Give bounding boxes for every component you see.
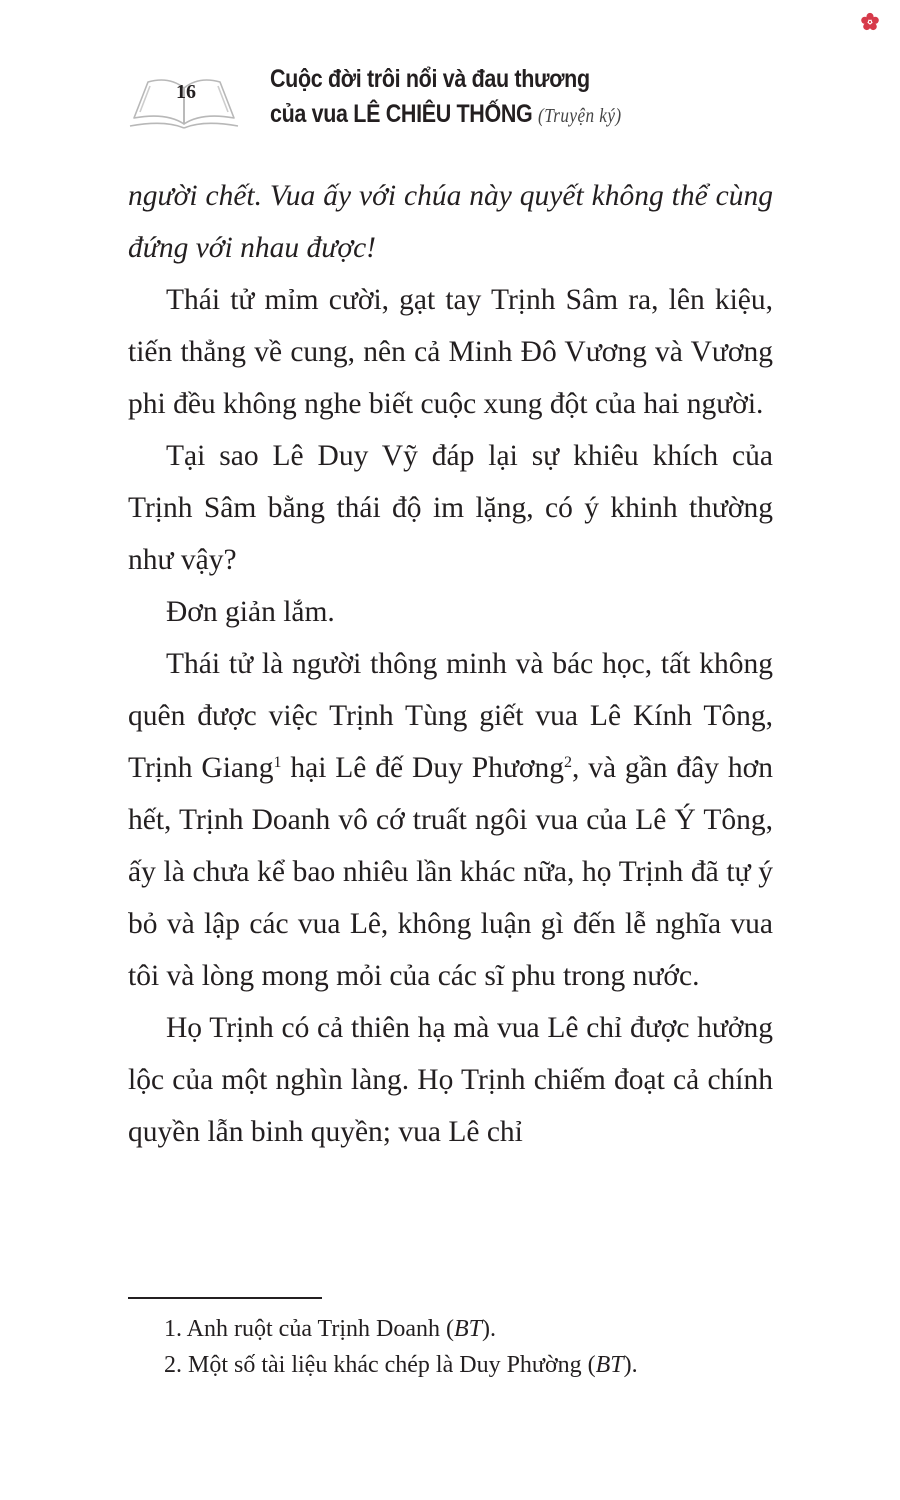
page-number: 16 [176, 81, 196, 103]
paragraph-continued-quote: người chết. Vua ấy với chúa này quyết không thể cùng đứng với nhau được! [128, 180, 773, 264]
footnote-ref-2: 2 [563, 754, 572, 771]
footnote-text: 2. Một số tài liệu khác chép là Duy Phường ( [164, 1352, 596, 1378]
page-body [128, 170, 773, 1158]
paragraph: Tại sao Lê Duy Vỹ đáp lại sự khiêu khích của Trịnh Sâm bằng thái độ im lặng, có ý khinh thường như vậy? [128, 440, 773, 576]
paragraph: Đơn giản lắm. [166, 596, 335, 628]
paragraph-text: , và gần đây hơn hết, Trịnh Doanh vô cớ truất ngôi vua của Lê Ý Tông, ấy là chưa kể bao nhiêu lần khác nữa, họ Trịnh đã tự ý bỏ và lập các vua Lê, không luận gì đến lễ nghĩa vua tôi và lòng mong mỏi của các sĩ phu trong nước. [128, 752, 773, 992]
footnotes [164, 1311, 764, 1383]
footnote-1 [164, 1311, 764, 1347]
footnote-ref-1: 1 [273, 754, 282, 771]
footnote-abbr: BT [454, 1316, 483, 1342]
book-title [270, 62, 622, 134]
book-title-line-1: Cuộc đời trôi nổi và đau thương [270, 65, 590, 93]
paragraph: Thái tử mỉm cười, gạt tay Trịnh Sâm ra, lên kiệu, tiến thẳng về cung, nên cả Minh Đô Vương và Vương phi đều không nghe biết cuộc xung đột của hai người. [128, 284, 773, 420]
footnote-end: ). [482, 1316, 497, 1342]
paragraph-with-footnotes [128, 638, 773, 1002]
footnote-2 [164, 1347, 764, 1383]
book-genre: (Truyện ký) [538, 105, 622, 127]
running-header [128, 60, 748, 140]
book-title-main: của vua LÊ CHIÊU THỐNG [270, 100, 533, 128]
paragraph-text: Thái tử là người thông minh và bác học, tất không quên được việc Trịnh Tùng giết vua Lê Kính Tông, Trịnh Giang [128, 648, 773, 784]
paragraph: Họ Trịnh có cả thiên hạ mà vua Lê chỉ được hưởng lộc của một nghìn làng. Họ Trịnh chiếm đoạt cả chính quyền lẫn binh quyền; vua Lê chỉ [128, 1012, 773, 1148]
footnote-abbr: BT [595, 1352, 624, 1378]
footnote-text: 1. Anh ruột của Trịnh Doanh ( [164, 1316, 454, 1342]
footnote-divider [128, 1297, 322, 1299]
flower-icon [860, 12, 880, 32]
paragraph-text: hại Lê đế Duy Phương [281, 752, 564, 784]
book-title-line-2 [270, 97, 622, 134]
footnote-end: ). [623, 1352, 638, 1378]
